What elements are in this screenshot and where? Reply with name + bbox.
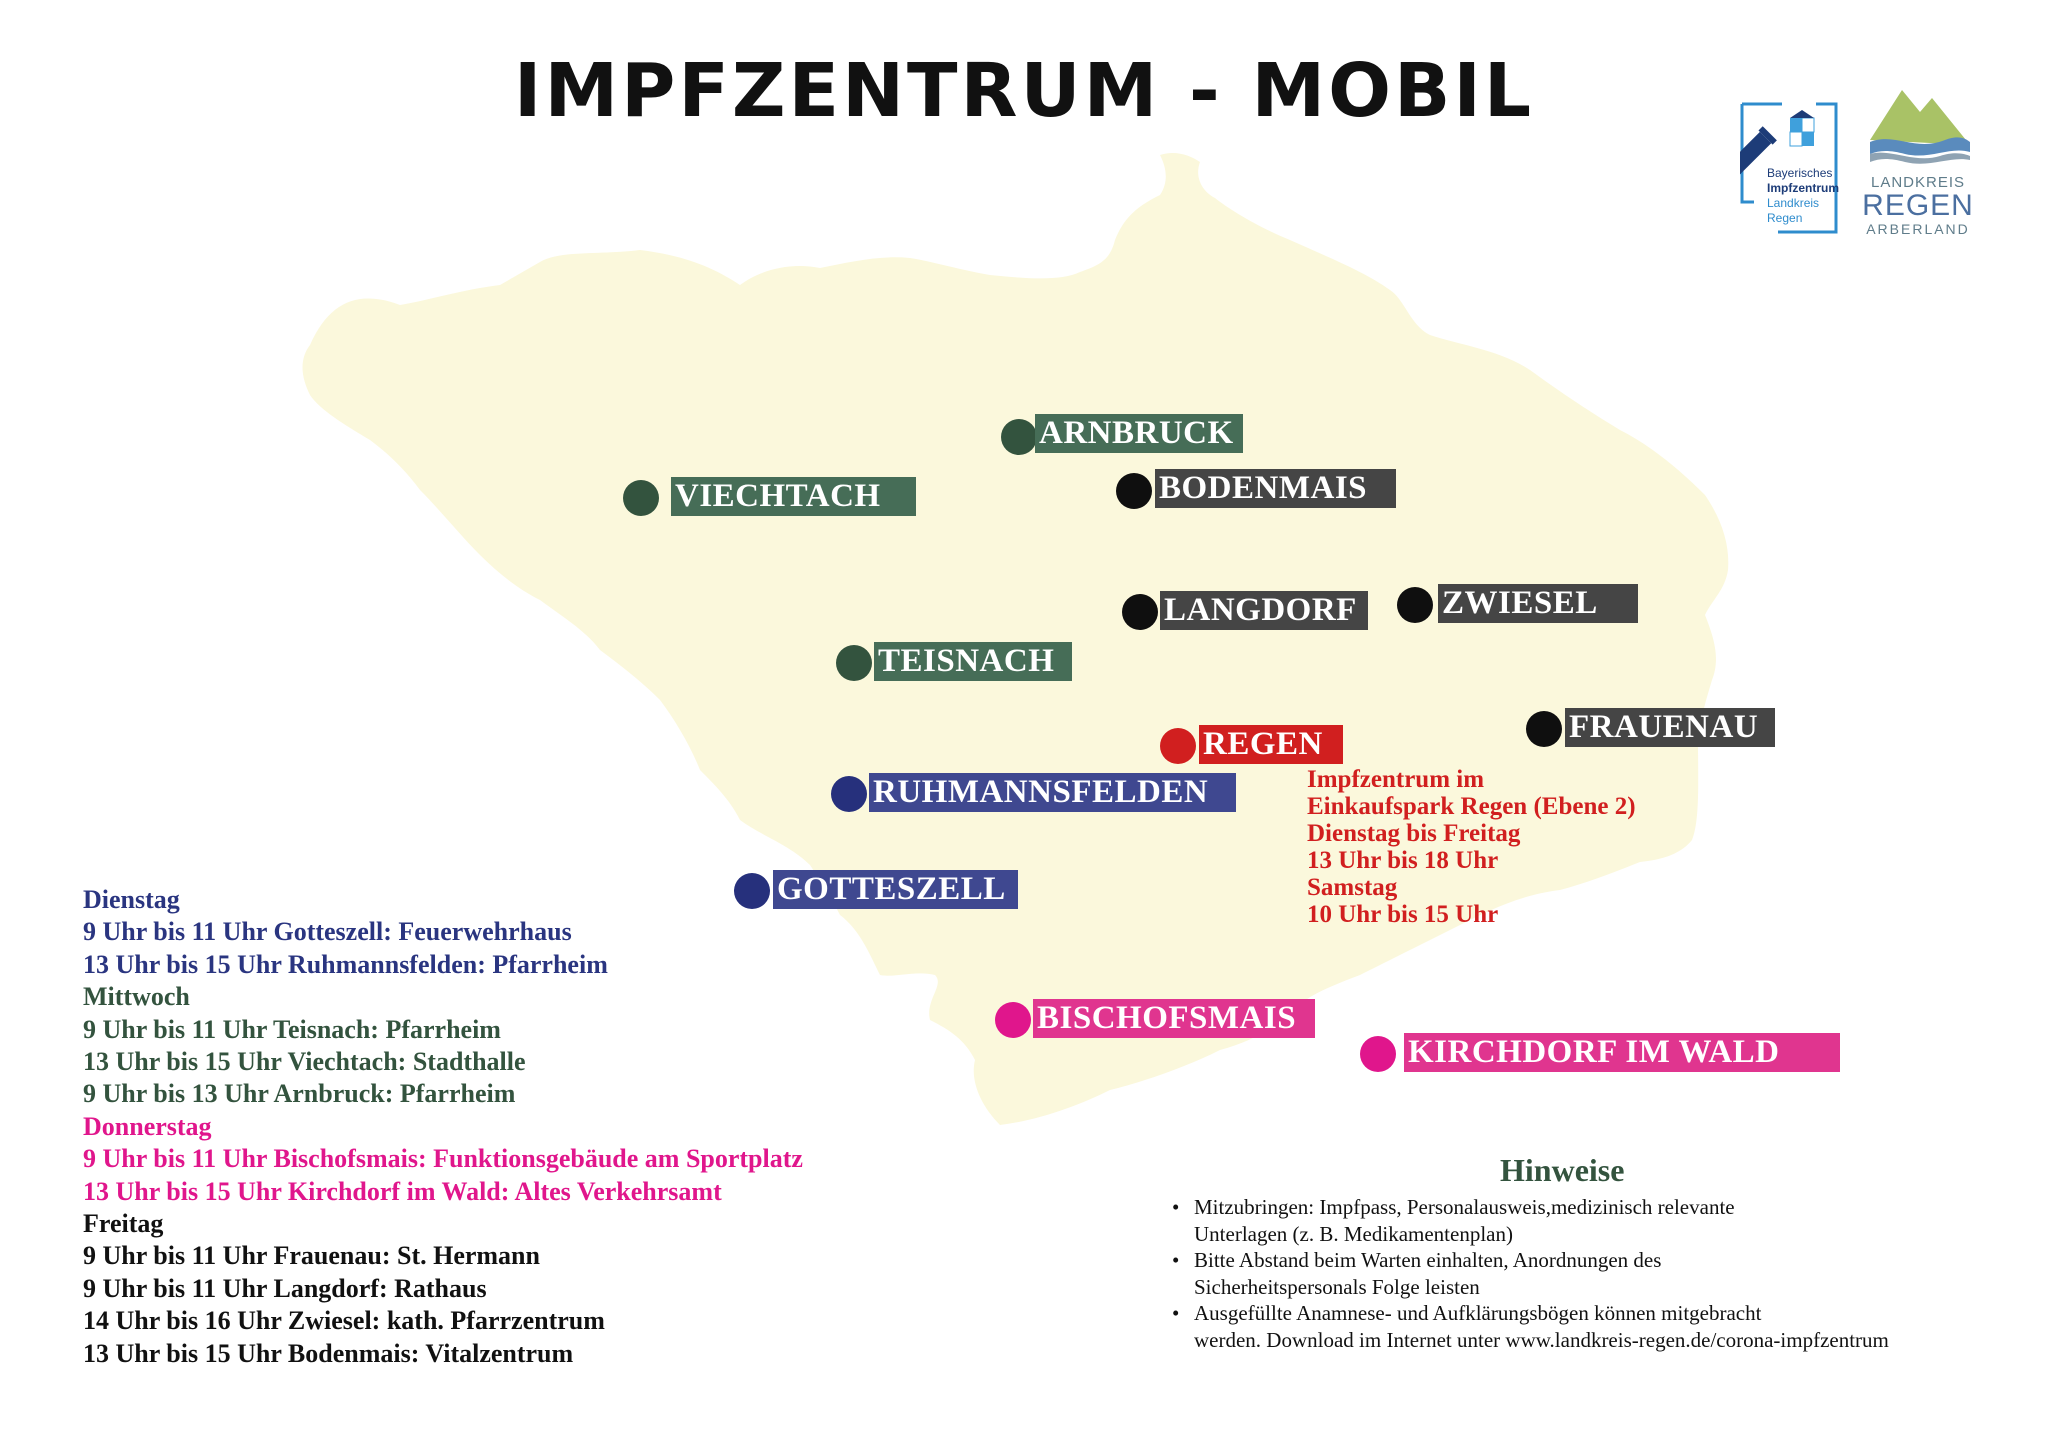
location-dot bbox=[623, 480, 659, 516]
hinweise-item bbox=[1170, 1300, 1990, 1353]
location-dot bbox=[1160, 728, 1196, 764]
hinweise-item bbox=[1170, 1247, 1990, 1300]
location-label: ZWIESEL bbox=[1438, 584, 1638, 623]
schedule-day-heading: Dienstag bbox=[83, 885, 180, 914]
schedule-line: 9 Uhr bis 11 Uhr Frauenau: St. Hermann bbox=[83, 1241, 540, 1271]
landkreis-regen-logo-text bbox=[1862, 174, 1974, 237]
logo-line: Impfzentrum bbox=[1767, 181, 1839, 195]
location-label: GOTTESZELL bbox=[773, 870, 1018, 909]
info-line: Impfzentrum im bbox=[1307, 766, 1485, 793]
location-dot bbox=[1116, 473, 1152, 509]
location-label: KIRCHDORF IM WALD bbox=[1404, 1033, 1840, 1072]
location-dot bbox=[995, 1002, 1031, 1038]
info-line: Einkaufspark Regen (Ebene 2) bbox=[1307, 793, 1636, 820]
location-dot bbox=[1001, 419, 1037, 455]
hinweise-line: Sicherheitspersonals Folge leisten bbox=[1194, 1274, 1480, 1299]
schedule-line: 9 Uhr bis 13 Uhr Arnbruck: Pfarrheim bbox=[83, 1079, 516, 1109]
location-label: VIECHTACH bbox=[671, 477, 916, 516]
hinweise-list bbox=[1170, 1194, 1990, 1353]
hinweise-box bbox=[1170, 1152, 1990, 1353]
hinweise-line: werden. Download im Internet unter www.landkreis-regen.de/corona-impfzentrum bbox=[1194, 1327, 1889, 1352]
impfzentrum-logo-text bbox=[1767, 166, 1839, 226]
location-label: BODENMAIS bbox=[1155, 469, 1396, 508]
logo-line: Regen bbox=[1767, 211, 1803, 225]
hinweise-line: • Mitzubringen: Impfpass, Personalausweis,medizinisch relevante bbox=[1194, 1195, 1735, 1219]
schedule-day-heading: Mittwoch bbox=[83, 982, 190, 1012]
location-label: RUHMANNSFELDEN bbox=[869, 773, 1236, 812]
logo-line: ARBERLAND bbox=[1866, 221, 1970, 237]
hinweise-title: Hinweise bbox=[1500, 1152, 1625, 1188]
location-dot bbox=[1122, 594, 1158, 630]
info-line: 13 Uhr bis 18 Uhr bbox=[1307, 847, 1499, 874]
schedule-line: 13 Uhr bis 15 Uhr Kirchdorf im Wald: Altes Verkehrsamt bbox=[83, 1176, 722, 1206]
schedule-line: 9 Uhr bis 11 Uhr Teisnach: Pfarrheim bbox=[83, 1014, 501, 1044]
logo-line: Bayerisches bbox=[1767, 166, 1833, 180]
schedule-line: 13 Uhr bis 15 Uhr Ruhmannsfelden: Pfarrheim bbox=[83, 949, 608, 979]
weekly-schedule bbox=[83, 884, 803, 1370]
logo-line: REGEN bbox=[1862, 189, 1974, 222]
location-label: REGEN bbox=[1199, 725, 1343, 764]
info-line: Samstag bbox=[1307, 874, 1398, 901]
info-line: 10 Uhr bis 15 Uhr bbox=[1307, 901, 1499, 928]
location-label: LANGDORF bbox=[1160, 591, 1368, 630]
page-title: IMPFZENTRUM - MOBIL bbox=[513, 48, 1535, 134]
hinweise-line: • Ausgefüllte Anamnese- und Aufklärungsbögen können mitgebracht bbox=[1194, 1301, 1762, 1325]
schedule-line: 13 Uhr bis 15 Uhr Bodenmais: Vitalzentrum bbox=[83, 1338, 574, 1368]
hinweise-item bbox=[1170, 1194, 1990, 1247]
schedule-line: 9 Uhr bis 11 Uhr Bischofsmais: Funktionsgebäude am Sportplatz bbox=[83, 1144, 803, 1174]
schedule-day-heading: Freitag bbox=[83, 1209, 164, 1239]
location-dot bbox=[831, 776, 867, 812]
location-label: ARNBRUCK bbox=[1035, 414, 1243, 453]
location-dot bbox=[1360, 1036, 1396, 1072]
logo-line: LANDKREIS bbox=[1870, 174, 1966, 191]
location-label: BISCHOFSMAIS bbox=[1033, 999, 1315, 1038]
location-label: FRAUENAU bbox=[1565, 708, 1775, 747]
logo-line: Landkreis bbox=[1767, 196, 1820, 210]
schedule-line: 13 Uhr bis 15 Uhr Viechtach: Stadthalle bbox=[83, 1047, 526, 1077]
location-dot bbox=[1397, 587, 1433, 623]
location-dot bbox=[836, 645, 872, 681]
regen-impfzentrum-info bbox=[1307, 766, 1636, 928]
schedule-line: 14 Uhr bis 16 Uhr Zwiesel: kath. Pfarrzentrum bbox=[83, 1306, 605, 1336]
location-label: TEISNACH bbox=[874, 642, 1072, 681]
schedule-day-heading: Donnerstag bbox=[83, 1111, 212, 1141]
hinweise-line: • Bitte Abstand beim Warten einhalten, Anordnungen des bbox=[1194, 1248, 1662, 1272]
location-dot bbox=[1526, 711, 1562, 747]
mountains-icon bbox=[1870, 90, 1970, 170]
hinweise-line: Unterlagen (z. B. Medikamentenplan) bbox=[1194, 1221, 1513, 1246]
schedule-line: 9 Uhr bis 11 Uhr Langdorf: Rathaus bbox=[83, 1273, 487, 1303]
info-line: Dienstag bis Freitag bbox=[1307, 820, 1521, 847]
schedule-line: 9 Uhr bis 11 Uhr Gotteszell: Feuerwehrhaus bbox=[83, 917, 572, 947]
